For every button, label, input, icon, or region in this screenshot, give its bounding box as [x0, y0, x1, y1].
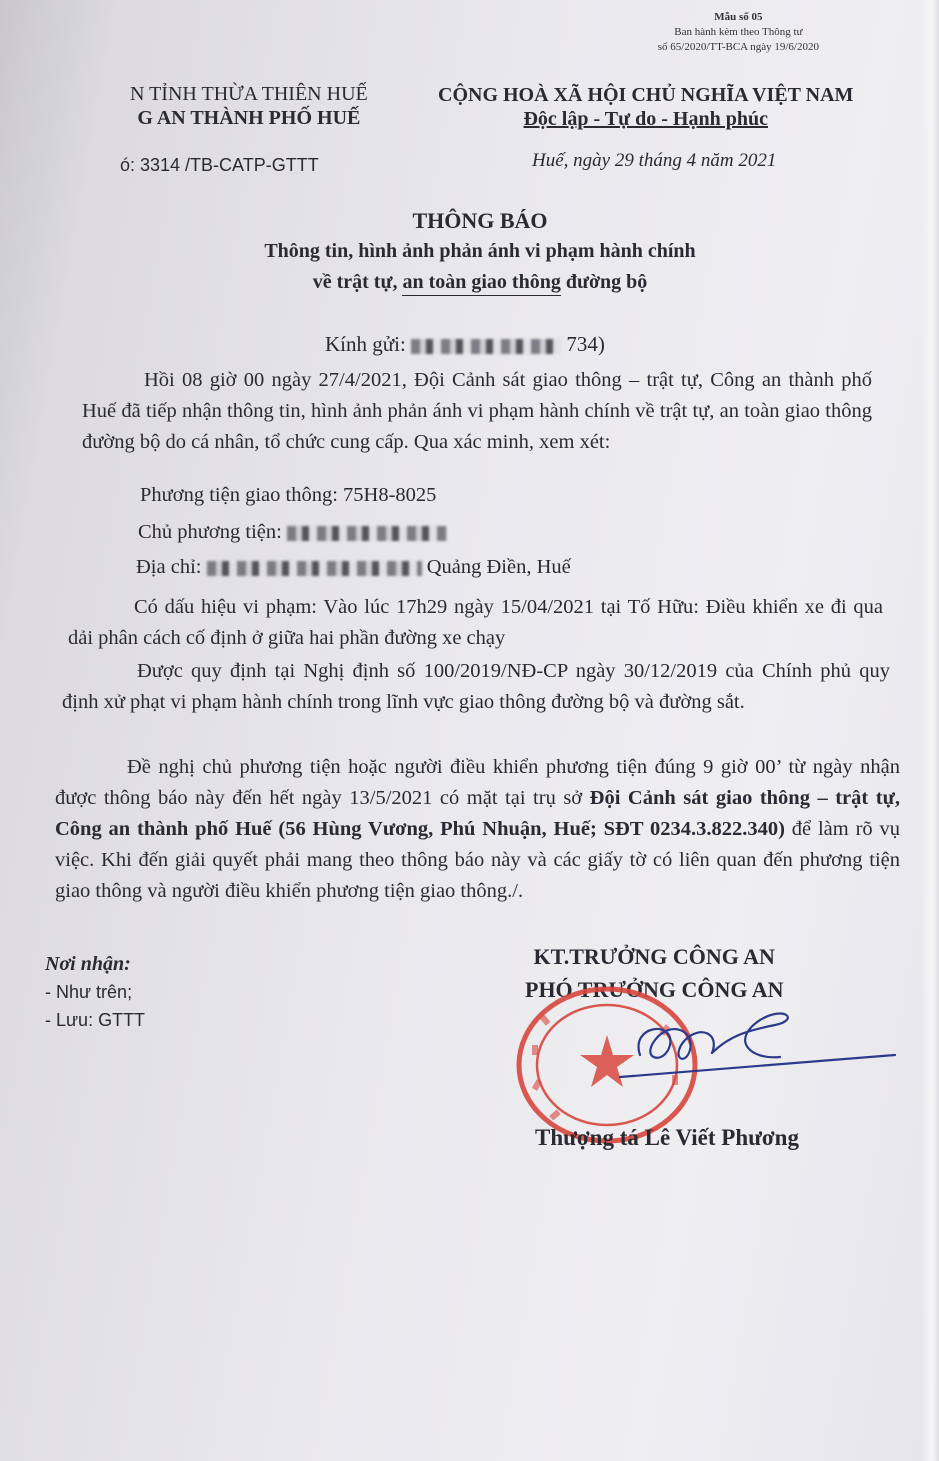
signature-line-2: PHÓ TRƯỞNG CÔNG AN [525, 977, 784, 1002]
vehicle-line [140, 484, 436, 507]
title-line-1: Thông tin, hình ảnh phản ánh vi phạm hành chính [264, 240, 696, 262]
document-title [200, 205, 760, 298]
greeting-label: Kính gửi: [325, 332, 406, 356]
signature-line-1: KT.TRƯỞNG CÔNG AN [533, 944, 775, 969]
vehicle-label: Phương tiện giao thông: [140, 484, 338, 506]
redacted-recipient [411, 339, 561, 354]
national-header [438, 83, 853, 131]
signer-name: Thượng tá Lê Viết Phương [535, 1125, 799, 1150]
address-label: Địa chỉ: [136, 556, 202, 578]
form-reference-note [658, 10, 819, 55]
recipients-block [45, 950, 145, 1034]
title-line-2: về trật tự, an toàn giao thông đường bộ [200, 267, 760, 298]
org-unit: G AN THÀNH PHỐ HUẾ [137, 107, 361, 129]
greeting-line [325, 332, 605, 357]
issuing-organization [130, 82, 368, 130]
address-tail: Quảng Điền, Huế [426, 556, 571, 578]
vehicle-plate: 75H8-8025 [343, 484, 437, 506]
form-number: Mẫu số 05 [714, 11, 763, 23]
violation-paragraph: Có dấu hiệu vi phạm: Vào lúc 17h29 ngày 15/04/2021 tại Tố Hữu: Điều khiển xe đi qua dải phân cách cố định ở giữa hai phần đường xe chạy [68, 596, 883, 649]
owner-label: Chủ phương tiện: [138, 521, 282, 543]
form-issued-with: Ban hành kèm theo Thông tư [674, 26, 803, 38]
form-circular: số 65/2020/TT-BCA ngày 19/6/2020 [657, 41, 819, 53]
recipient-item: - Như trên; [45, 982, 133, 1002]
owner-line [138, 521, 447, 544]
address-line [136, 556, 571, 579]
country-name: CỘNG HOÀ XÃ HỘI CHỦ NGHĨA VIỆT NAM [438, 84, 854, 106]
handwritten-signature [600, 985, 910, 1085]
national-motto: Độc lập - Tự do - Hạnh phúc [523, 108, 768, 130]
redacted-owner-name [287, 526, 447, 541]
paper-edge [921, 0, 939, 1461]
redacted-address [207, 561, 422, 576]
greeting-tail: 734) [566, 332, 605, 356]
place-date: Huế, ngày 29 tháng 4 năm 2021 [532, 150, 777, 171]
police-office-address: Đội Cảnh sát giao thông – trật tự, Công an thành phố Huế (56 Hùng Vương, Phú Nhuận, Huế; SĐT 0234.3.822.340) [55, 787, 901, 840]
intro-paragraph: Hồi 08 giờ 00 ngày 27/4/2021, Đội Cảnh sát giao thông – trật tự, Công an thành phố Huế đã tiếp nhận thông tin, hình ảnh phản ánh vi phạm hành chính về trật tự, an toàn giao thông đường bộ do cá nhân, tổ chức cung cấp. Qua xác minh, xem xét: [82, 369, 872, 453]
document-number: ó: 3314 /TB-CATP-GTTT [120, 155, 319, 175]
request-paragraph: Đề nghị chủ phương tiện hoặc người điều khiển phương tiện đúng 9 giờ 00’ từ ngày nhận được thông báo này đến hết ngày 13/5/2021 có mặt tại trụ sở Đội Cảnh sát giao thông – trật tự, Công an thành phố Huế (56 Hùng Vương, Phú Nhuận, Huế; SĐT 0234.3.822.340) để làm rõ vụ việc. Khi đến giải quyết phải mang theo thông báo này và các giấy tờ có liên quan đến phương tiện giao thông và người điều khiển phương tiện giao thông./. [55, 756, 901, 902]
org-parent: N TỈNH THỪA THIÊN HUẾ [130, 83, 368, 105]
recipient-item: - Lưu: GTTT [45, 1010, 146, 1030]
recipients-label: Nơi nhận: [45, 953, 131, 975]
title-main: THÔNG BÁO [412, 208, 548, 233]
regulation-paragraph: Được quy định tại Nghị định số 100/2019/NĐ-CP ngày 30/12/2019 của Chính phủ quy định xử phạt vi phạm hành chính trong lĩnh vực giao thông đường bộ và đường sắt. [62, 660, 890, 713]
